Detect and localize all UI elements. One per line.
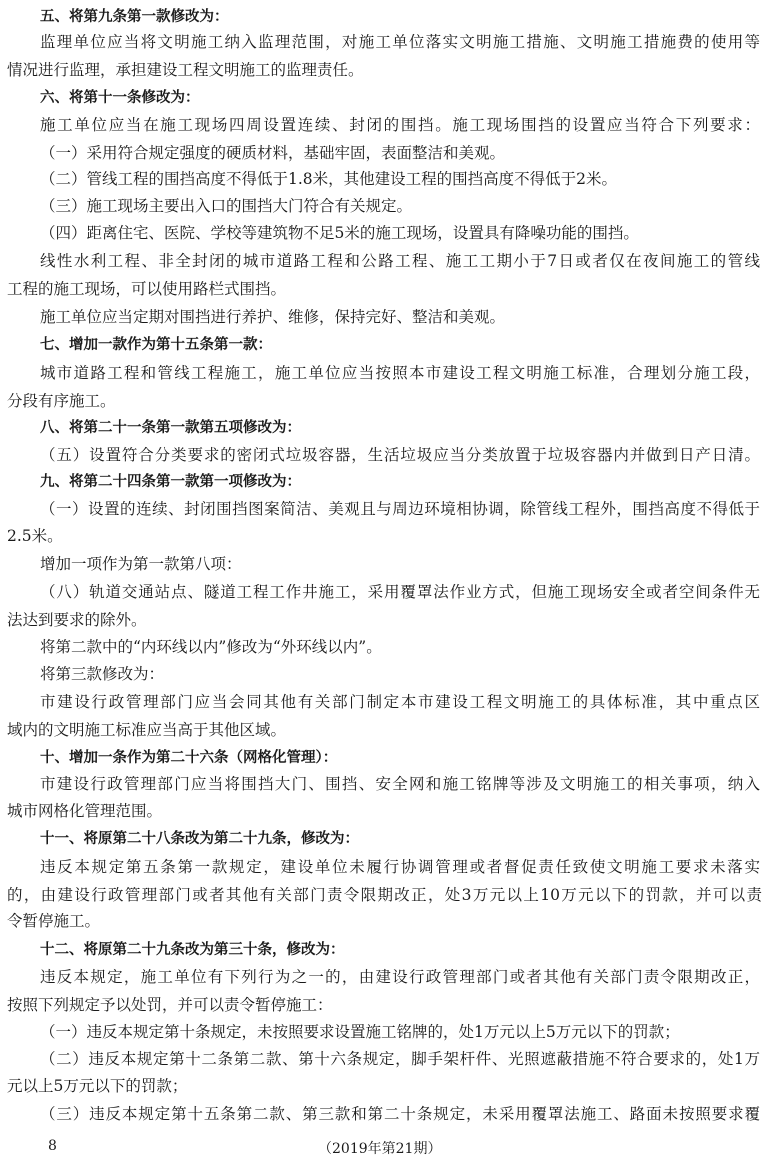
text-line: （八）轨道交通站点、隧道工程工作井施工，采用覆罩法作业方式，但施工现场安全或者空间条件无 (40, 583, 760, 601)
text-line: 法达到要求的除外。 (7, 611, 147, 629)
text-line: 市建设行政管理部门应当将围挡大门、围挡、安全网和施工铭牌等涉及文明施工的相关事项，纳入 (40, 775, 760, 793)
issue-label: （2019年第21期） (318, 1141, 442, 1157)
text-line: 监理单位应当将文明施工纳入监理范围，对施工单位落实文明施工措施、文明施工措施费的使用等 (40, 33, 760, 51)
section-heading: 十、增加一条作为第二十六条（网格化管理）： (40, 750, 338, 766)
text-line: 违反本规定，施工单位有下列行为之一的，由建设行政管理部门或者其他有关部门责令限期改正， (40, 968, 760, 986)
section-heading: 八、将第二十一条第一款第五项修改为： (40, 420, 301, 436)
text-line: （三）违反本规定第十五条第二款、第三款和第二十条规定，未采用覆罩法施工、路面未按照要求覆 (40, 1105, 760, 1123)
section-heading: 九、将第二十四条第一款第一项修改为： (40, 474, 301, 490)
text-line: 情况进行监理，承担建设工程文明施工的监理责任。 (7, 61, 364, 79)
text-line: （一）违反本规定第十条规定，未按照要求设置施工铭牌的，处1万元以上5万元以下的罚款； (40, 1023, 680, 1041)
text-line: （四）距离住宅、医院、学校等建筑物不足5米的施工现场，设置具有降噪功能的围挡。 (40, 224, 639, 242)
text-line: 令暂停施工。 (7, 912, 101, 930)
section-heading: 十二、将原第二十九条改为第三十条，修改为： (40, 942, 345, 958)
section-heading: 七、增加一款作为第十五条第一款： (40, 337, 272, 353)
page-number: 8 (48, 1138, 57, 1154)
text-line: 市建设行政管理部门应当会同其他有关部门制定本市建设工程文明施工的具体标准，其中重点区 (40, 693, 760, 711)
text-line: 违反本规定第五条第一款规定，建设单位未履行协调管理或者督促责任致使文明施工要求未落实 (40, 858, 760, 876)
text-line: 按照下列规定予以处罚，并可以责令暂停施工： (7, 996, 333, 1014)
text-line: 工程的施工现场，可以使用路栏式围挡。 (7, 280, 287, 298)
text-line: （五）设置符合分类要求的密闭式垃圾容器，生活垃圾应当分类放置于垃圾容器内并做到日产日清。 (40, 446, 760, 464)
section-heading: 五、将第九条第一款修改为： (40, 9, 229, 25)
text-line: 城市网格化管理范围。 (7, 802, 163, 820)
text-line: 域内的文明施工标准应当高于其他区域。 (7, 721, 287, 739)
text-line: 将第二款中的“内环线以内”修改为“外环线以内”。 (40, 638, 382, 656)
text-line: 增加一项作为第一款第八项： (40, 555, 242, 573)
text-line: （三）施工现场主要出入口的围挡大门符合有关规定。 (40, 197, 413, 215)
text-line: 将第三款修改为： (40, 665, 165, 683)
text-line: （二）违反本规定第十二条第二款、第十六条规定，脚手架杆件、光照遮蔽措施不符合要求的，处1万 (40, 1050, 760, 1068)
text-line: 施工单位应当在施工现场四周设置连续、封闭的围挡。施工现场围挡的设置应当符合下列要求： (40, 116, 760, 134)
text-line: 2.5米。 (7, 527, 63, 545)
text-line: 城市道路工程和管线工程施工，施工单位应当按照本市建设工程文明施工标准，合理划分施工段， (40, 364, 760, 382)
text-line: （二）管线工程的围挡高度不得低于1.8米，其他建设工程的围挡高度不得低于2米。 (40, 170, 618, 188)
section-heading: 十一、将原第二十八条改为第二十九条，修改为： (40, 831, 359, 847)
text-line: （一）采用符合规定强度的硬质材料，基础牢固，表面整洁和美观。 (40, 144, 506, 162)
section-heading: 六、将第十一条修改为： (40, 90, 200, 106)
text-line: 线性水利工程、非全封闭的城市道路工程和公路工程、施工工期小于7日或者仅在夜间施工的管线 (40, 252, 760, 270)
text-line: 施工单位应当定期对围挡进行养护、维修，保持完好、整洁和美观。 (40, 308, 506, 326)
text-line: （一）设置的连续、封闭围挡图案简洁、美观且与周边环境相协调，除管线工程外，围挡高度不得低于 (40, 500, 760, 518)
text-line: 的，由建设行政管理部门或者其他有关部门责令限期改正，处3万元以上10万元以下的罚款，并可以责 (7, 886, 762, 904)
text-line: 元以上5万元以下的罚款； (7, 1077, 188, 1095)
text-line: 分段有序施工。 (7, 392, 116, 410)
